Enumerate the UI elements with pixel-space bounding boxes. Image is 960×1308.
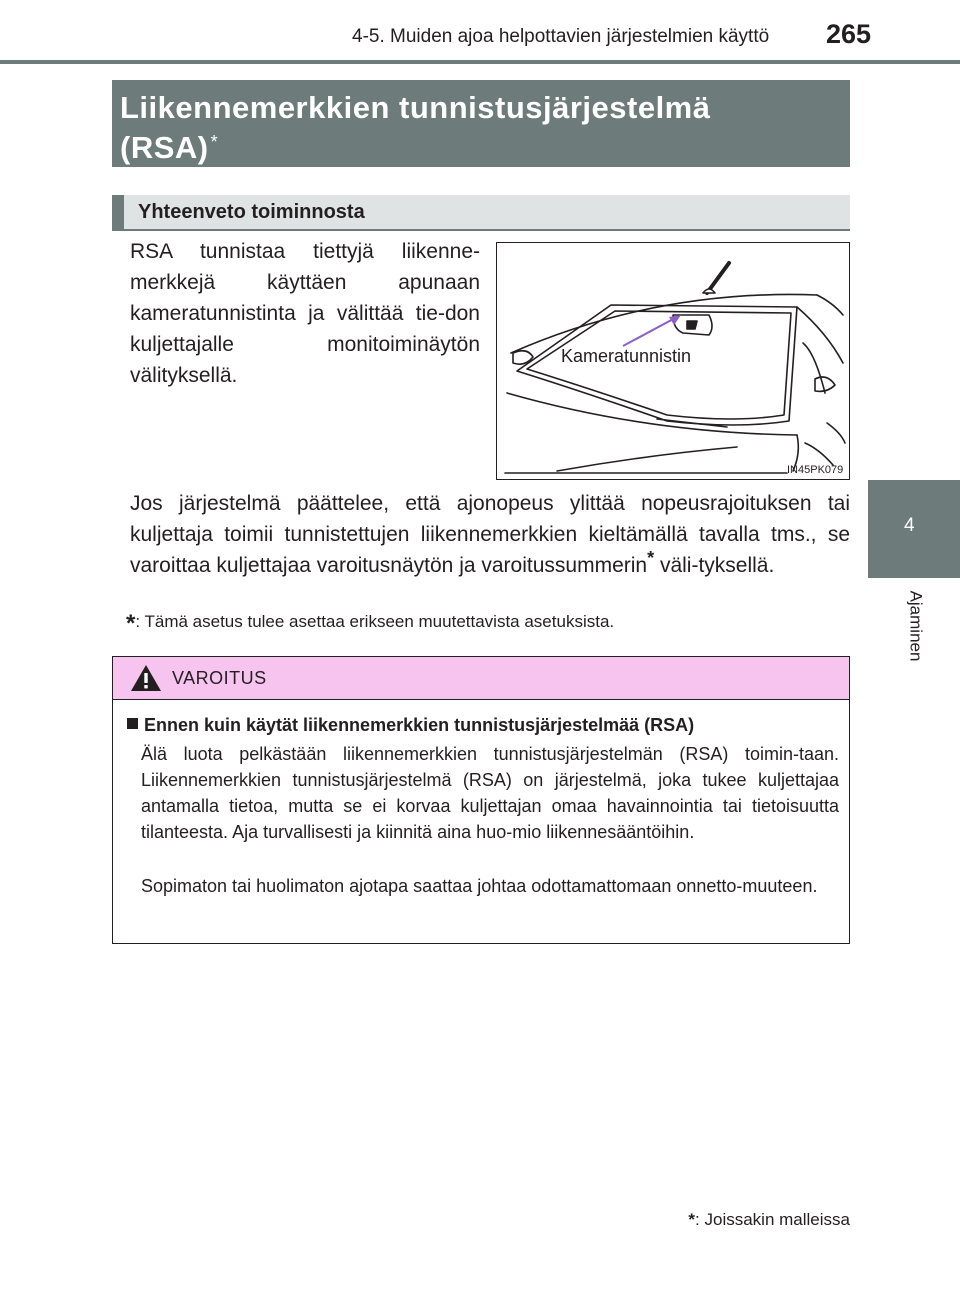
warning-behavior-paragraph [130, 488, 850, 581]
warning-triangle-icon [129, 663, 163, 693]
figure-code: IN45PK079 [787, 464, 844, 476]
warning-subheading-text: Ennen kuin käytät liikennemerkkien tunnistusjärjestelmää (RSA) [144, 715, 695, 735]
windshield-figure [496, 242, 850, 480]
intro-paragraph: RSA tunnistaa tiettyjä liikenne-merkkejä käyttäen apunaan kameratunnistinta ja välittää tie-don kuljettajalle monitoiminäytön välityksellä. [130, 240, 480, 387]
warning-paragraph-1: Älä luota pelkästään liikennemerkkien tunnistusjärjestelmän (RSA) toimin-taan. Liikennemerkkien tunnistusjärjestelmä (RSA) on järjestelmä, joka tukee kuljettajaa antamalla tietoa, mutta se ei korvaa kuljettajan omaa havainnointia tai tietoisuutta tilanteesta. Aja turvallisesti ja kiinnitä aina huo-mio liikennesääntöihin. [141, 744, 839, 842]
section-title-line2-wrap [120, 128, 850, 168]
warning-paragraph-2: Sopimaton tai huolimaton ajotapa saattaa johtaa odottamattomaan onnetto-muuteen. [141, 876, 818, 896]
header-rule [0, 60, 960, 64]
paragraph2-marker: * [647, 548, 655, 568]
square-bullet-icon [127, 718, 138, 729]
section-title [112, 80, 850, 167]
section-title-line1: Liikennemerkkien tunnistusjärjestelmä [120, 90, 711, 125]
models-footnote-marker: * [688, 1210, 696, 1229]
figure-callout-label: Kameratunnistin [561, 346, 692, 366]
subsection-title: Yhteenveto toiminnosta [112, 195, 850, 231]
models-footnote [0, 1210, 850, 1230]
settings-footnote [126, 610, 614, 638]
warning-title: VAROITUS [172, 668, 267, 688]
section-title-line2: (RSA) [120, 130, 209, 165]
warning-box [112, 656, 850, 944]
settings-footnote-marker: * [126, 610, 136, 637]
models-footnote-text: : Joissakin malleissa [695, 1210, 850, 1229]
chapter-tab-label-text: Ajaminen [906, 590, 926, 662]
warning-header [113, 657, 849, 700]
chapter-tab-number: 4 [904, 515, 915, 536]
settings-footnote-text: : Tämä asetus tulee asettaa erikseen muutettavista asetuksista. [135, 612, 615, 631]
page-number: 265 [826, 19, 872, 49]
section-title-asterisk: * [210, 132, 219, 152]
header-title: 4-5. Muiden ajoa helpottavien järjestelmien käyttö [352, 26, 770, 47]
paragraph2-text-before: Jos järjestelmä päättelee, että ajonopeus ylittää nopeusrajoituksen tai kuljettaja toimii tunnistettujen liikennemerkkien kieltämällä tavalla tms., se varoittaa kuljettajaa varoitusnäytön ja varoitussummerin [130, 492, 850, 577]
warning-subheading [127, 715, 694, 736]
chapter-tab-label [873, 578, 958, 674]
paragraph2-text-after: väli-tyksellä. [654, 554, 775, 577]
